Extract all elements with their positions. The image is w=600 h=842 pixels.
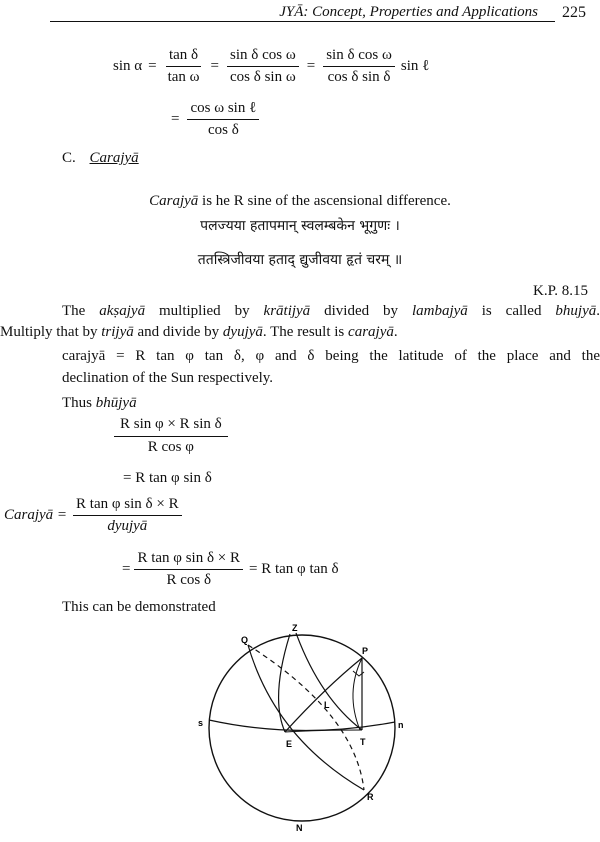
- label-n-lower: N: [296, 823, 303, 833]
- section-heading: [62, 150, 139, 167]
- label-l: L: [324, 700, 330, 710]
- label-t: T: [360, 737, 366, 747]
- thus-word: Thus: [62, 395, 96, 411]
- eq1-f2-denominator: cos δ sin ω: [230, 69, 296, 85]
- eq1-lhs: sin α: [113, 58, 143, 74]
- p1-g: is called: [467, 303, 556, 319]
- eq3-fraction: [114, 416, 228, 456]
- eq1-tail: sin ℓ: [400, 58, 430, 74]
- verse-intro-text: is he R sine of the ascensional difference.: [198, 193, 451, 209]
- eq1-f3-numerator: sin δ cos ω: [323, 47, 395, 67]
- eq1-fraction-2: [227, 47, 299, 86]
- p1-f: lambajyā: [411, 303, 468, 319]
- p1-b: akṣajyā: [99, 303, 146, 319]
- definition-line-2: declination of the Sun respectively.: [62, 370, 274, 386]
- eq6-equals: =: [122, 561, 131, 577]
- sanskrit-verse-line-1: पलज्यया हतापमान् स्वलम्बकेन भूगुणः ।: [200, 218, 400, 234]
- dashed-arc: [248, 645, 364, 790]
- equation-carajya: [4, 496, 184, 535]
- verse-intro-term: Carajyā: [149, 193, 199, 209]
- verse-reference: K.P. 8.15: [532, 283, 588, 299]
- p1-e: divided by: [310, 303, 412, 319]
- equation-sin-alpha: sin α = $\frac{\text{tan δ}}{\text{tan ω}}$ = $\frac{\text{sin δ cos ω}}{\text{cos δ sin ω}}$ = $\frac{\text{sin δ cos ω}}{\text{cos δ sin δ}}$ sin ℓ: [113, 47, 430, 85]
- p2-d: dyujyā: [222, 324, 263, 340]
- p1-d: krātijyā: [263, 303, 311, 319]
- vertical-arc: [296, 633, 362, 730]
- eq6-denominator: R cos δ: [166, 572, 212, 588]
- eq1-f1-denominator: tan ω: [167, 69, 200, 85]
- section-title: Carajyā: [89, 150, 139, 166]
- eq5-fraction: [73, 496, 182, 535]
- thus-term: bhūjyā: [95, 395, 137, 411]
- equator-arc: [248, 645, 364, 790]
- eq2-numerator: cos ω sin ℓ: [187, 100, 259, 120]
- equation-bhujya: [112, 416, 230, 456]
- p2-a: Multiply that by: [0, 324, 102, 340]
- header-rule: [50, 21, 555, 22]
- label-r: R: [367, 792, 374, 802]
- p2-b: trijyā: [101, 324, 134, 340]
- eq3-denominator: R cos φ: [147, 439, 194, 455]
- label-q: Q: [241, 635, 249, 645]
- celestial-sphere-figure: [190, 618, 430, 838]
- eq2-denominator: cos δ: [207, 122, 239, 138]
- thus-line: [62, 393, 137, 414]
- definition-line-1: carajyā = R tan φ tan δ, φ and δ being the latitude of the place and the: [62, 348, 600, 364]
- eq1-f1-numerator: tan δ: [166, 47, 201, 67]
- eq6-numerator: R tan φ sin δ × R: [134, 550, 243, 570]
- eq6-fraction: [134, 550, 243, 589]
- sanskrit-verse-line-2: ततस्त्रिजीवया हताद् द्युजीवया हृतं चरम् ॥: [197, 252, 403, 268]
- eq5-denominator: dyujyā: [107, 518, 148, 534]
- p2-c: and divide by: [133, 324, 223, 340]
- meridian-arc-left: [279, 634, 290, 732]
- demonstration-text: This can be demonstrated: [62, 599, 216, 615]
- eq1-fraction-1: [165, 47, 203, 86]
- p1-a: The: [62, 303, 100, 319]
- label-n: n: [398, 720, 404, 730]
- p1-h: bhujyā: [555, 303, 597, 319]
- eq5-lhs: Carajyā =: [4, 507, 68, 523]
- paragraph-line-2: [0, 322, 600, 343]
- equation-carajya-result: [122, 550, 339, 589]
- running-header-title: JYĀ: Concept, Properties and Applications: [279, 4, 538, 20]
- eq1-fraction-3: [323, 47, 395, 86]
- equation-continued: = $\frac{\text{cos ω sin ℓ}}{\text{cos δ}}$: [165, 100, 261, 139]
- eq3-numerator: R sin φ × R sin δ: [114, 416, 228, 437]
- p2-f: carajyā: [348, 324, 394, 340]
- p1-i: .: [596, 303, 600, 319]
- equation-bhujya-result: = R tan φ sin δ: [123, 470, 212, 486]
- horizon-line: [209, 720, 395, 731]
- eq1-f2-numerator: sin δ cos ω: [227, 47, 299, 67]
- eq5-numerator: R tan φ sin δ × R: [73, 496, 182, 516]
- label-s: s: [198, 718, 204, 728]
- label-e: E: [286, 739, 293, 749]
- p1-c: multiplied by: [145, 303, 264, 319]
- eq2-fraction: [187, 100, 259, 139]
- label-p: P: [362, 646, 369, 656]
- label-z: Z: [292, 623, 298, 633]
- pt-arc: [353, 658, 362, 730]
- section-letter: C.: [62, 150, 76, 166]
- paragraph-line-1: [14, 301, 600, 322]
- verse-intro: [0, 193, 600, 210]
- eq6-rhs: = R tan φ tan δ: [249, 561, 339, 577]
- p2-e: . The result is: [262, 324, 349, 340]
- page-number: 225: [562, 4, 586, 21]
- eq1-f3-denominator: cos δ sin δ: [327, 69, 391, 85]
- p2-g: .: [393, 324, 398, 340]
